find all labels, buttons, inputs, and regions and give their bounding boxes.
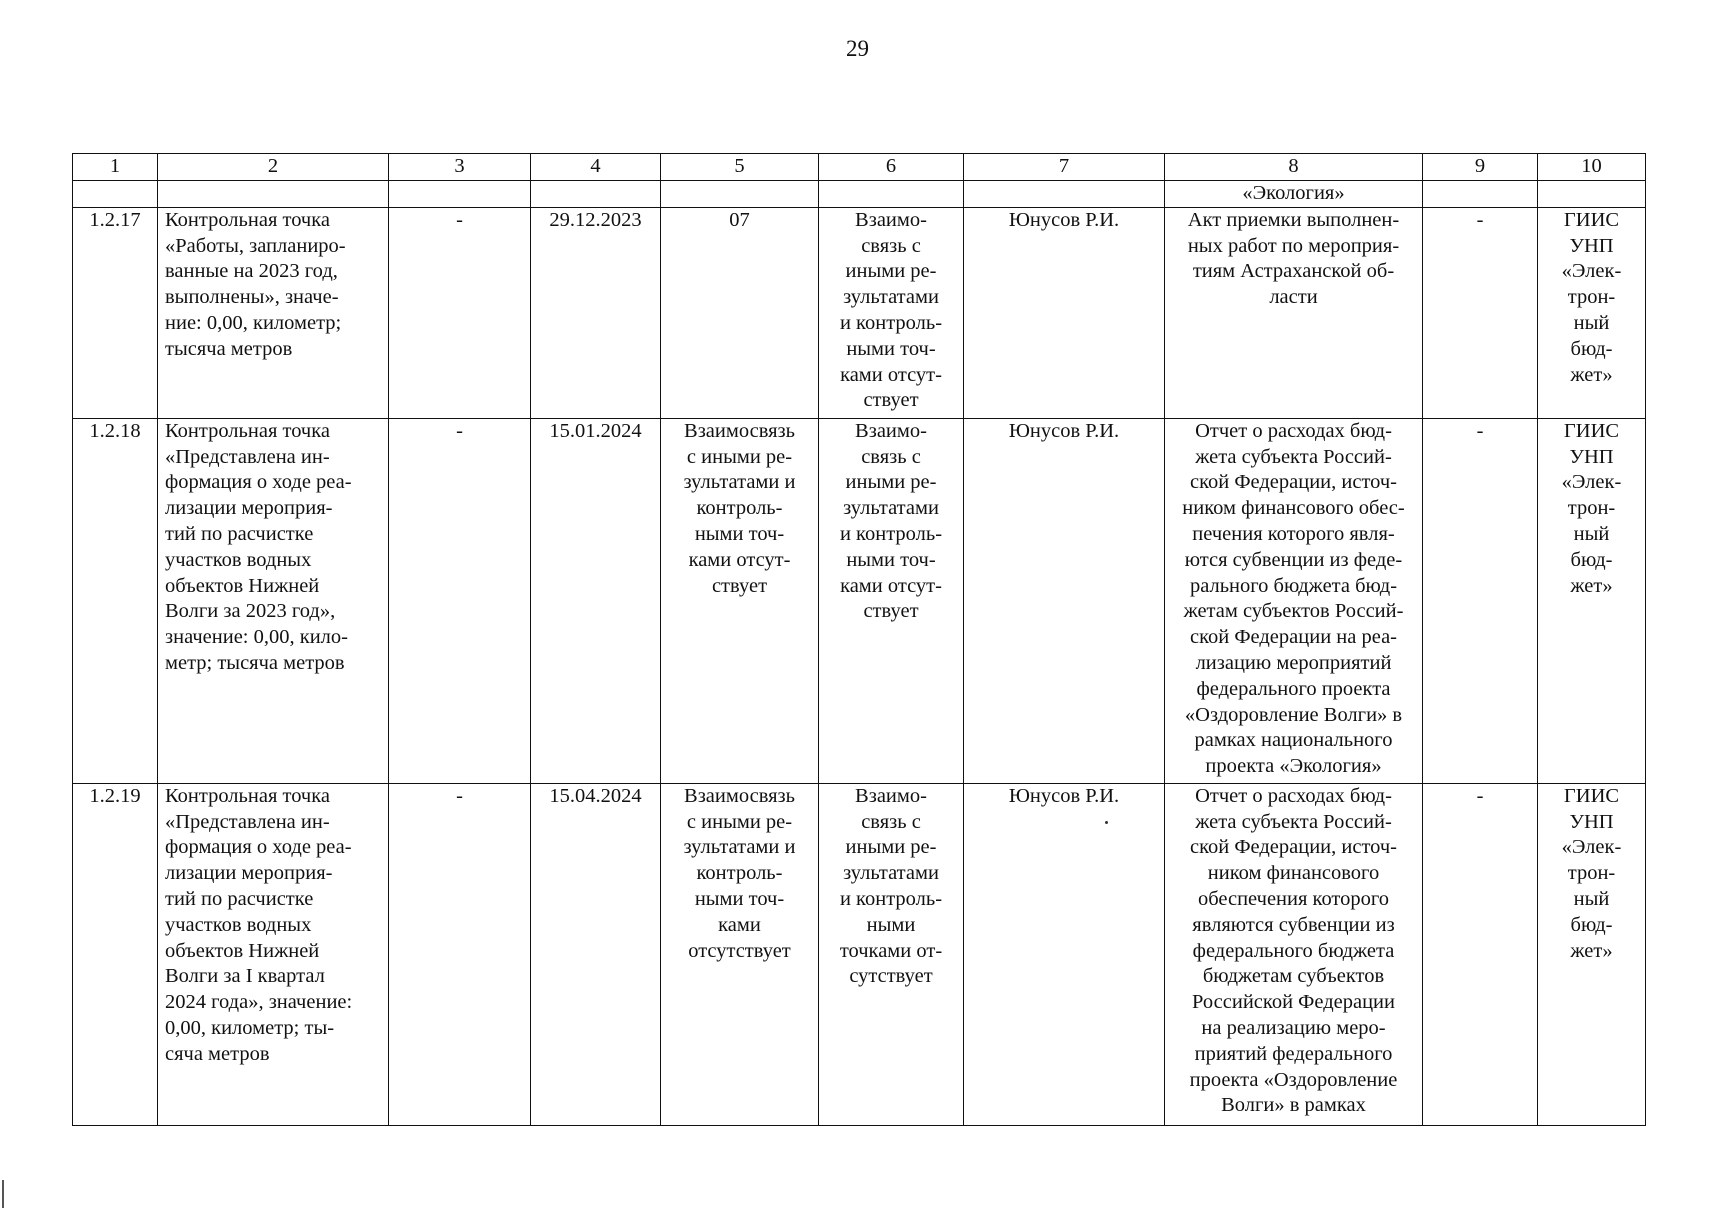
cell-line: бюд- bbox=[1570, 548, 1613, 571]
cell-line: Отчет о расходах бюд- bbox=[1195, 419, 1392, 442]
scan-edge-mark bbox=[2, 1180, 4, 1208]
row-number: 1.2.17 bbox=[73, 207, 158, 418]
header-row bbox=[73, 154, 1646, 181]
relation-cell bbox=[661, 418, 819, 783]
cell-line: бюджетам субъектов bbox=[1202, 965, 1385, 988]
cell-line: 2024 года», значение: bbox=[165, 991, 353, 1014]
cell-line: и контроль- bbox=[839, 522, 943, 545]
cell-line: объектов Нижней bbox=[165, 939, 320, 962]
cell-line: УНП bbox=[1569, 810, 1614, 833]
document-cell bbox=[1165, 207, 1423, 418]
cell-line: метр; тысяча метров bbox=[165, 651, 345, 674]
cell-line: «Элек- bbox=[1561, 836, 1622, 859]
cell-line: Волги» в рамках bbox=[1221, 1094, 1366, 1117]
cell-line: Взаимосвязь bbox=[684, 784, 795, 807]
responsible-cell: Юнусов Р.И. bbox=[964, 207, 1165, 418]
cell-line: иными ре- bbox=[845, 260, 937, 283]
cell-line: и контроль- bbox=[839, 887, 943, 910]
cell-line: обеспечения которого bbox=[1197, 887, 1390, 910]
cell-line: трон- bbox=[1567, 286, 1616, 309]
column-header: 8 bbox=[1165, 154, 1423, 181]
date-cell: 15.01.2024 bbox=[531, 418, 661, 783]
relation-cell bbox=[819, 783, 964, 1125]
cell-line: ный bbox=[1573, 311, 1610, 334]
cell-line: ными точ- bbox=[694, 887, 785, 910]
cell-line: ными точ- bbox=[846, 548, 936, 571]
cell-line: жет» bbox=[1570, 939, 1613, 962]
cell-line: ками отсут- bbox=[840, 574, 942, 597]
cell-line: и контроль- bbox=[839, 311, 943, 334]
table-row bbox=[73, 783, 1646, 1125]
dash-cell: - bbox=[1423, 783, 1538, 1125]
control-points-table bbox=[72, 153, 1646, 1126]
cell-line: Взаимосвязь bbox=[684, 419, 795, 442]
relation-cell bbox=[819, 207, 964, 418]
cell-line: печения которого явля- bbox=[1192, 522, 1395, 545]
cell-line: Взаимо- bbox=[855, 208, 927, 231]
cell-line: отсутствует bbox=[688, 939, 791, 962]
cell-line: с иными ре- bbox=[686, 445, 793, 468]
cell-line: ванные на 2023 год, bbox=[165, 260, 338, 283]
cell-line: значение: 0,00, кило- bbox=[165, 626, 348, 649]
cell-line: жета субъекта Россий- bbox=[1195, 810, 1392, 833]
relation-cell bbox=[819, 418, 964, 783]
relation-cell bbox=[661, 783, 819, 1125]
cell-line: контроль- bbox=[696, 497, 783, 520]
cell-line: проекта «Оздоровление bbox=[1189, 1068, 1398, 1091]
date-cell: 29.12.2023 bbox=[531, 207, 661, 418]
column-header: 9 bbox=[1423, 154, 1538, 181]
cell-line: приятий федерального bbox=[1194, 1042, 1393, 1065]
cell-line: лизации мероприя- bbox=[165, 862, 333, 885]
cell-line: трон- bbox=[1567, 862, 1616, 885]
cell-line: Акт приемки выполнен- bbox=[1187, 208, 1400, 231]
continuation-row bbox=[73, 181, 1646, 208]
cell-line: участков водных bbox=[165, 913, 312, 936]
cell-line: бюд- bbox=[1570, 913, 1613, 936]
cell-line: ской Федерации, источ- bbox=[1189, 471, 1398, 494]
cell-line: тысяча метров bbox=[165, 337, 293, 360]
continuation-cell: «Экология» bbox=[1165, 181, 1423, 208]
cell-line: ние: 0,00, километр; bbox=[165, 311, 342, 334]
cell-line: являются субвенции из bbox=[1192, 913, 1395, 936]
cell-line: жета субъекта Россий- bbox=[1195, 445, 1392, 468]
cell-line: Волги за I квартал bbox=[165, 965, 325, 988]
cell-line: ками отсут- bbox=[840, 363, 942, 386]
cell-line: выполнены», значе- bbox=[165, 286, 339, 309]
table-row bbox=[73, 418, 1646, 783]
cell-line: жет» bbox=[1570, 574, 1613, 597]
cell-line: участков водных bbox=[165, 548, 312, 571]
date-cell: 15.04.2024 bbox=[531, 783, 661, 1125]
cell-line: рального бюджета бюд- bbox=[1189, 574, 1398, 597]
cell-line: рамках национального bbox=[1194, 729, 1393, 752]
document-cell bbox=[1165, 418, 1423, 783]
cell-line: зультатами и bbox=[683, 836, 796, 859]
relation-cell bbox=[661, 207, 819, 418]
cell-line: «Элек- bbox=[1561, 471, 1622, 494]
row-number: 1.2.18 bbox=[73, 418, 158, 783]
cell-line: ской Федерации, источ- bbox=[1189, 836, 1398, 859]
cell-line: ствует bbox=[711, 574, 768, 597]
cell-line: лизацию мероприятий bbox=[1195, 651, 1392, 674]
cell-line: жет» bbox=[1570, 363, 1613, 386]
responsible-cell: Юнусов Р.И. bbox=[964, 418, 1165, 783]
cell-line: жетам субъектов Россий- bbox=[1183, 600, 1404, 623]
cell-line: контроль- bbox=[696, 862, 783, 885]
column-header: 5 bbox=[661, 154, 819, 181]
column-header: 7 bbox=[964, 154, 1165, 181]
cell-line: Российской Федерации bbox=[1192, 991, 1395, 1014]
cell-line: Контрольная точка bbox=[165, 784, 330, 807]
cell-line: «Оздоровление Волги» в bbox=[1184, 703, 1403, 726]
column-header: 10 bbox=[1538, 154, 1646, 181]
cell-line: Контрольная точка bbox=[165, 208, 330, 231]
cell-line: Отчет о расходах бюд- bbox=[1195, 784, 1392, 807]
cell-line: трон- bbox=[1567, 497, 1616, 520]
control-point-cell bbox=[158, 207, 389, 418]
control-point-cell bbox=[158, 418, 389, 783]
cell-line: формация о ходе реа- bbox=[165, 471, 352, 494]
cell-line: связь с bbox=[861, 234, 921, 257]
cell-line: Взаимо- bbox=[855, 419, 927, 442]
cell-line: 07 bbox=[729, 208, 750, 231]
cell-line: «Представлена ин- bbox=[165, 445, 330, 468]
cell-line: иными ре- bbox=[845, 836, 937, 859]
control-point-cell bbox=[158, 783, 389, 1125]
system-cell bbox=[1538, 207, 1646, 418]
cell-line: связь с bbox=[861, 445, 921, 468]
cell-line: зультатами bbox=[843, 497, 939, 520]
cell-line: ствует bbox=[863, 389, 919, 412]
cell-line: ГИИС bbox=[1563, 419, 1620, 442]
cell-line: ными точ- bbox=[846, 337, 936, 360]
cell-line: на реализацию меро- bbox=[1201, 1016, 1386, 1039]
dash-cell: - bbox=[1423, 207, 1538, 418]
responsible-cell bbox=[964, 783, 1165, 1125]
document-cell bbox=[1165, 783, 1423, 1125]
system-cell bbox=[1538, 418, 1646, 783]
cell-line: ками bbox=[718, 913, 761, 936]
dash-cell: - bbox=[389, 418, 531, 783]
cell-line: сяча метров bbox=[165, 1042, 270, 1065]
cell-line: тий по расчистке bbox=[165, 522, 314, 545]
cell-line: бюд- bbox=[1570, 337, 1613, 360]
cell-line: Волги за 2023 год», bbox=[165, 600, 336, 623]
cell-line: ются субвенции из феде- bbox=[1184, 548, 1403, 571]
dash-cell: - bbox=[389, 207, 531, 418]
column-header: 4 bbox=[531, 154, 661, 181]
cell-line: ный bbox=[1573, 522, 1610, 545]
cell-line: ками отсут- bbox=[688, 548, 791, 571]
cell-line: ный bbox=[1573, 887, 1610, 910]
cell-line: ской Федерации на реа- bbox=[1189, 626, 1398, 649]
cell-line: Взаимо- bbox=[855, 784, 927, 807]
cell-line: тий по расчистке bbox=[165, 887, 314, 910]
cell-line: федерального проекта bbox=[1196, 677, 1391, 700]
cell-line: «Элек- bbox=[1561, 260, 1622, 283]
cell-line: иными ре- bbox=[845, 471, 937, 494]
dash-cell: - bbox=[1423, 418, 1538, 783]
cell-line: ником финансового bbox=[1207, 862, 1380, 885]
cell-line: объектов Нижней bbox=[165, 574, 320, 597]
cell-line: Контрольная точка bbox=[165, 419, 330, 442]
cell-line: зультатами и bbox=[683, 471, 796, 494]
cell-line: лизации мероприя- bbox=[165, 497, 333, 520]
cell-line: «Представлена ин- bbox=[165, 810, 330, 833]
cell-line: 0,00, километр; ты- bbox=[165, 1016, 335, 1039]
cell-line: связь с bbox=[861, 810, 921, 833]
dash-cell: - bbox=[389, 783, 531, 1125]
cell-line: сутствует bbox=[849, 965, 933, 988]
cell-line: проекта «Экология» bbox=[1205, 755, 1382, 778]
system-cell bbox=[1538, 783, 1646, 1125]
cell-line: ГИИС bbox=[1563, 784, 1620, 807]
cell-line: УНП bbox=[1569, 234, 1614, 257]
column-header: 2 bbox=[158, 154, 389, 181]
cell-line: с иными ре- bbox=[686, 810, 793, 833]
scan-dot bbox=[1105, 821, 1108, 824]
column-header: 1 bbox=[73, 154, 158, 181]
cell-line: зультатами bbox=[843, 286, 939, 309]
cell-line: ными точ- bbox=[694, 522, 785, 545]
cell-line: федерального бюджета bbox=[1192, 939, 1395, 962]
cell-line: ГИИС bbox=[1563, 208, 1620, 231]
cell-line: ных работ по мероприя- bbox=[1187, 234, 1400, 257]
table-row bbox=[73, 207, 1646, 418]
cell-line: ласти bbox=[1269, 286, 1318, 309]
row-number: 1.2.19 bbox=[73, 783, 158, 1125]
cell-line: ствует bbox=[863, 600, 919, 623]
column-header: 3 bbox=[389, 154, 531, 181]
cell-line: тиям Астраханской об- bbox=[1192, 260, 1395, 283]
cell-line: ными bbox=[866, 913, 916, 936]
responsible-name: Юнусов Р.И. bbox=[1008, 784, 1120, 807]
cell-line: «Работы, запланиро- bbox=[165, 234, 346, 257]
cell-line: точками от- bbox=[839, 939, 943, 962]
cell-line: формация о ходе реа- bbox=[165, 836, 352, 859]
cell-line: УНП bbox=[1569, 445, 1614, 468]
cell-line: зультатами bbox=[843, 862, 939, 885]
cell-line: ником финансового обес- bbox=[1182, 497, 1405, 520]
column-header: 6 bbox=[819, 154, 964, 181]
page-number: 29 bbox=[846, 36, 869, 61]
